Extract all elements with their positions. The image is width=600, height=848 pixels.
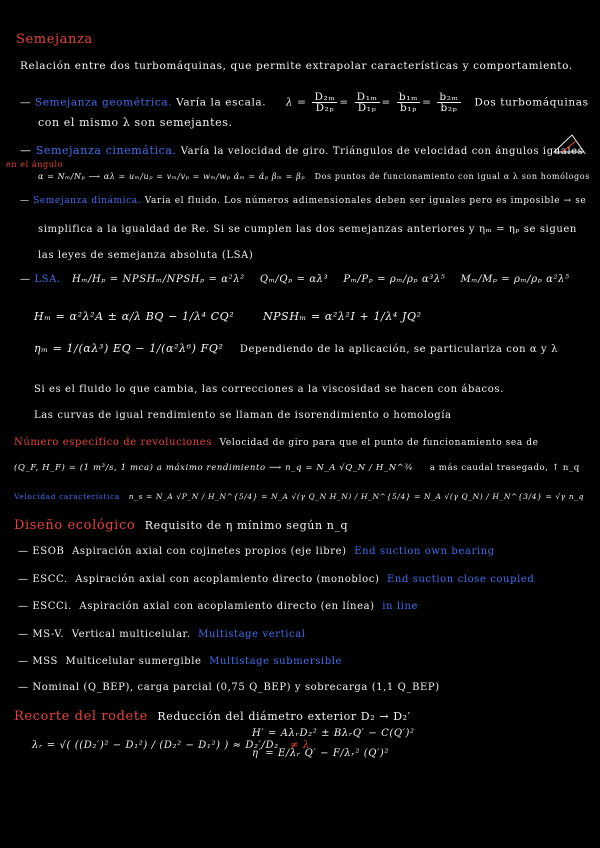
recorte-lambda: λᵣ = √( ((D₂′)² − D₁²) / (D₂² − D₁²) ) ≈ D₂′/D₂ ≠ λ <box>32 740 310 751</box>
cine-line: — Semejanza cinemática. Varía la velocidad de giro. Triángulos de velocidad con ángulos iguales. <box>20 144 588 157</box>
nsp-tail: a más caudal trasegado, ↑ n_q <box>429 463 580 473</box>
list-item: — Nominal (Q_BEP), carga parcial (0,75 Q_BEP) y sobrecarga (1,1 Q_BEP) <box>18 682 440 693</box>
lsa-label: LSA. <box>34 274 61 285</box>
eq-eta: ηₘ = 1/(αλ³) EQ − 1/(α²λ⁶) FQ² Dependiendo de la aplicación, se particulariza con α y λ <box>34 342 559 355</box>
geom-lambda: λ = <box>285 96 307 109</box>
din-line2: simplifica a la igualdad de Re. Si se cumplen las dos semejanzas anteriores y ηₘ = ηₚ se siguen <box>38 224 577 235</box>
list-item: — ESCCi. Aspiración axial con acoplamiento directo (en línea) in line <box>18 601 419 612</box>
lsa-l2: Qₘ/Qₚ = αλ³ <box>259 274 329 285</box>
din-label: Semejanza dinámica. <box>33 196 142 206</box>
lsa-l4: Mₘ/Mₚ = ρₘ/ρₚ α²λ⁵ <box>460 274 570 285</box>
nsp-line2: (Q_F, H_F) = (1 m³/s, 1 mca) a máximo rendimiento ⟶ n_q = N_A √Q_N / H_N^¾ a más caudal trasegado, ↑ n_q <box>14 463 580 473</box>
eq-eta-tail: Dependiendo de la aplicación, se particulariza con α y λ <box>239 344 559 355</box>
list-item: — ESCC. Aspiración axial con acoplamiento directo (monobloc) End suction close coupled <box>18 574 535 585</box>
din-line: — Semejanza dinámica. Varía el fluido. Los números adimensionales deben ser iguales pero es imposible → se <box>20 196 587 206</box>
recorte-eta: η′ = E/λᵣ Q′ − F/λᵣ² (Q′)² <box>252 748 390 759</box>
din-line3: las leyes de semejanza absoluta (LSA) <box>38 250 254 261</box>
velocity-triangle-icon <box>552 132 586 156</box>
list-item: — MSS Multicelular sumergible Multistage submersible <box>18 656 343 667</box>
recorte-h: H′ = AλᵣD₂² ± BλᵣQ′ − C(Q′)² <box>252 728 415 739</box>
geom-line: — Semejanza geométrica. Varía la escala. λ = $\frac{\text{D₂ₘ}}{\text{D₂ₚ}}$ = $\frac{\text{D₁ₘ}}{\text{D₁ₚ}}$ = $\frac{\text{b₁ₘ}}{\text{b₁ₚ}}$ = $\frac{\text{b₂ₘ}}{\text{b₂ₚ}}$ Dos turbomáquinas <box>20 91 589 114</box>
curvas-line: Las curvas de igual rendimiento se llaman de isorendimiento o homología <box>34 410 452 421</box>
nsp-line <box>14 437 539 448</box>
geom-desc: Varía la escala. <box>176 96 267 109</box>
nsp-desc: Velocidad de giro para que el punto de funcionamiento sea de <box>219 438 539 448</box>
list-item: — MS-V. Vertical multicelular. Multistage vertical <box>18 629 306 640</box>
cine-formula: α = Nₘ/Nₚ ⟶ αλ = uₘ/uₚ = vₘ/vₚ = wₘ/wₚ α̂ₘ = α̂ₚ βₘ = βₚ Dos puntos de funcionamiento con igual α λ son homólogos <box>38 172 590 181</box>
visc-line: Si es el fluido lo que cambia, las correcciones a la viscosidad se hacen con ábacos. <box>34 384 504 395</box>
diseno-label: Diseño ecológico <box>14 518 136 533</box>
lsa-l1: Hₘ/Hₚ = NPSHₘ/NPSHₚ = α²λ² <box>72 274 245 285</box>
vc-formula: n_s = N_A √P_N / H_N^{5/4} = N_A √(γ Q_N H_N) / H_N^{5/4} = N_A √(γ Q_N) / H_N^{3/4} = √γ n_q <box>128 492 585 501</box>
geom-tail: Dos turbomáquinas <box>474 96 589 109</box>
cine-tail: Dos puntos de funcionamiento con igual α λ son homólogos <box>314 172 590 181</box>
vc-line <box>14 492 584 501</box>
cine-label: Semejanza cinemática. <box>35 144 177 157</box>
intro-line: Relación entre dos turbomáquinas, que permite extrapolar características y comportamiento. <box>20 60 573 72</box>
geom-line2: con el mismo λ son semejantes. <box>38 116 233 129</box>
list-item: — ESOB Aspiración axial con cojinetes propios (eje libre) End suction own bearing <box>18 546 495 557</box>
page-title: Semejanza <box>16 32 93 47</box>
lsa-line: — LSA. Hₘ/Hₚ = NPSHₘ/NPSHₚ = α²λ² Qₘ/Qₚ = αλ³ Pₘ/Pₚ = ρₘ/ρₚ α³λ⁵ Mₘ/Mₚ = ρₘ/ρₚ α²λ⁵ <box>20 274 570 285</box>
recorte-line <box>14 709 411 724</box>
cine-note: en el ángulo <box>6 160 64 169</box>
recorte-desc: Reducción del diámetro exterior D₂ → D₂′ <box>157 710 411 723</box>
lsa-l3: Pₘ/Pₚ = ρₘ/ρₚ α³λ⁵ <box>343 274 446 285</box>
geom-label: Semejanza geométrica. <box>35 96 173 109</box>
recorte-label: Recorte del rodete <box>14 709 148 724</box>
nsp-label: Número específico de revoluciones <box>14 437 213 448</box>
vc-label: Velocidad característica <box>14 492 120 501</box>
eq-npsh: NPSHₘ = α²λ²I + 1/λ⁴ JQ² <box>262 310 422 323</box>
cine-desc: Varía la velocidad de giro. Triángulos de velocidad con ángulos iguales. <box>180 146 588 157</box>
recorte-neq: ≠ λ <box>290 740 310 751</box>
eq-h: Hₘ = α²λ²A ± α/λ BQ − 1/λ⁴ CQ² NPSHₘ = α²λ²I + 1/λ⁴ JQ² <box>34 310 422 323</box>
diseno-desc: Requisito de η mínimo según n_q <box>144 519 349 532</box>
diseno-line <box>14 518 348 533</box>
din-desc: Varía el fluido. Los números adimensionales deben ser iguales pero es imposible → se <box>144 196 587 206</box>
